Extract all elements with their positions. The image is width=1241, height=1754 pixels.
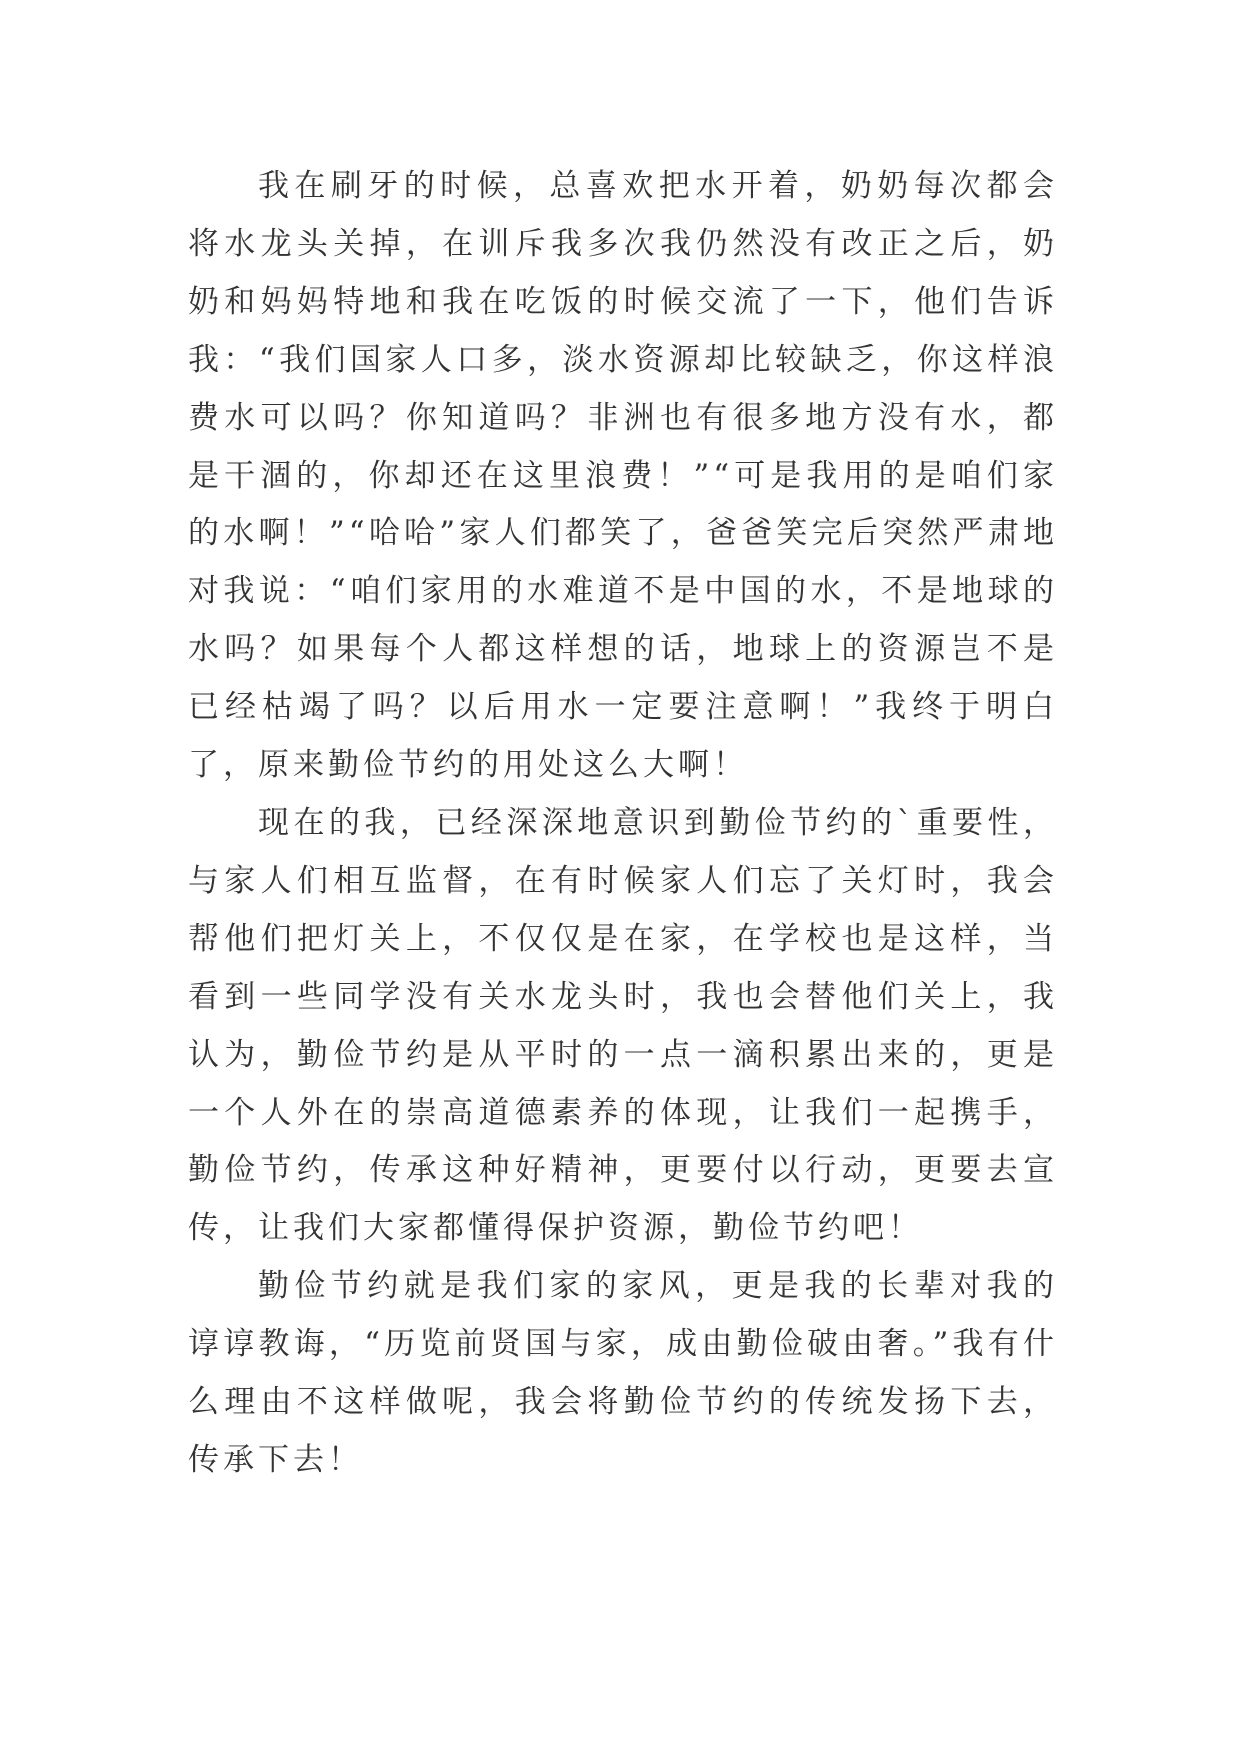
paragraph-1: 我在刷牙的时候，总喜欢把水开着，奶奶每次都会将水龙头关掉，在训斥我多次我仍然没有改正之后，奶奶和妈妈特地和我在吃饭的时候交流了一下，他们告诉我：“我们国家人口多，淡水资源却比较缺乏，你这样浪费水可以吗？你知道吗？非洲也有很多地方没有水，都是干涸的，你却还在这里浪费！”“可是我用的是咱们家的水啊！”“哈哈”家人们都笑了，爸爸笑完后突然严肃地对我说：“咱们家用的水难道不是中国的水，不是地球的水吗？如果每个人都这样想的话，地球上的资源岂不是已经枯竭了吗？以后用水一定要注意啊！”我终于明白了，原来勤俭节约的用处这么大啊！	[188, 168, 1058, 784]
paragraph-3: 勤俭节约就是我们家的家风，更是我的长辈对我的谆谆教诲，“历览前贤国与家，成由勤俭破由奢。”我有什么理由不这样做呢，我会将勤俭节约的传统发扬下去，传承下去！	[188, 1268, 1058, 1478]
paragraph-2: 现在的我，已经深深地意识到勤俭节约的`重要性，与家人们相互监督，在有时候家人们忘了关灯时，我会帮他们把灯关上，不仅仅是在家，在学校也是这样，当看到一些同学没有关水龙头时，我也会替他们关上，我认为，勤俭节约是从平时的一点一滴积累出来的，更是一个人外在的崇高道德素养的体现，让我们一起携手，勤俭节约，传承这种好精神，更要付以行动，更要去宣传，让我们大家都懂得保护资源，勤俭节约吧！	[188, 804, 1058, 1247]
document-body	[188, 158, 1058, 1490]
